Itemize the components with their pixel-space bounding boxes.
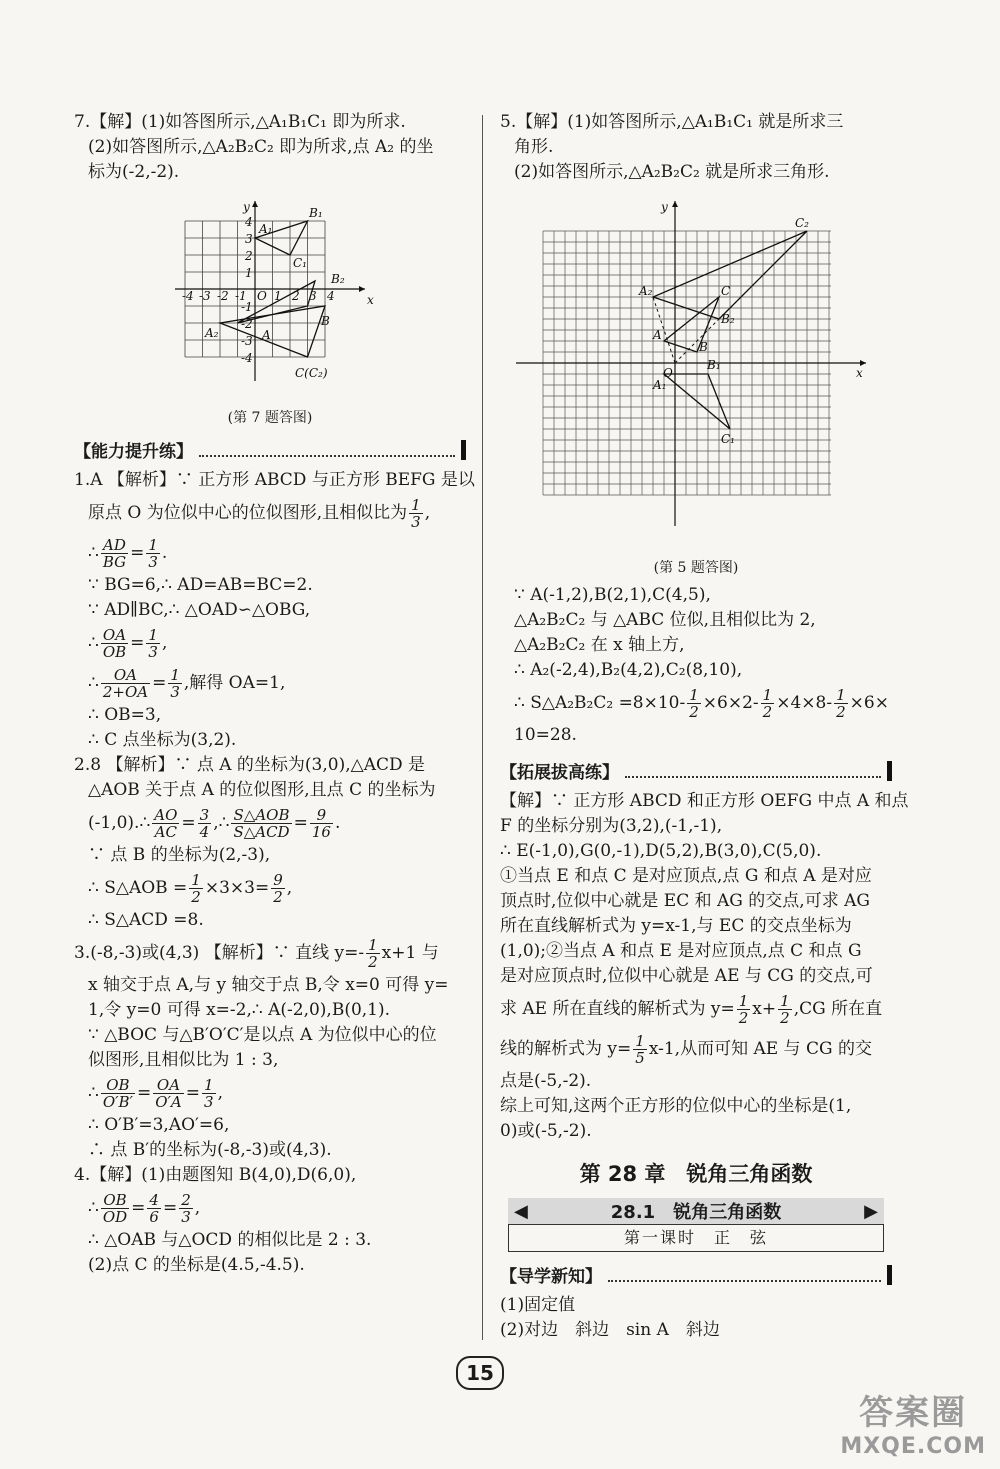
figure-5-label: B₂ bbox=[721, 312, 735, 326]
figure-5 bbox=[500, 191, 892, 551]
q4-line-3: ∴ △OAB 与△OCD 的相似比是 2 : 3. bbox=[88, 1230, 372, 1250]
q4-line-1: 4.【解】(1)由题图知 B(4,0),D(6,0), bbox=[74, 1165, 357, 1185]
q3-line-1: 3.(-8,-3)或(4,3) 【解析】∵ 直线 y=- $\frac{1}{2}$ x+1 与 bbox=[74, 936, 439, 971]
q7-line-2: (2)如答图所示,△A₂B₂C₂ 即为所求,点 A₂ 的坐 bbox=[88, 137, 434, 157]
figure-7-xtick: 3 bbox=[309, 289, 317, 303]
figure-5-x-label: x bbox=[856, 366, 863, 380]
watermark-logo: 答案圈 bbox=[859, 1393, 968, 1433]
figure-7-xtick: 2 bbox=[292, 289, 300, 303]
figure-5-graph bbox=[511, 191, 881, 546]
section-banner-title: 28.1 锐角三角函数 bbox=[610, 1202, 782, 1223]
q5-line-6: △A₂B₂C₂ 在 x 轴上方, bbox=[514, 635, 685, 655]
q5-line-8: ∴ S△A₂B₂C₂ =8×10- $\frac{1}{2}$ ×6×2- $\frac{1}{2}$ ×4×8- $\frac{1}{2}$ ×6× bbox=[514, 686, 889, 721]
figure-5-label: C₁ bbox=[721, 432, 735, 446]
figure-7-ytick: 3 bbox=[245, 232, 253, 246]
figure-5-label: C₂ bbox=[795, 216, 809, 230]
q3-line-3: 1,令 y=0 可得 x=-2,∴ A(-2,0),B(0,1). bbox=[88, 1000, 391, 1020]
q5-line-3: (2)如答图所示,△A₂B₂C₂ 就是所求三角形. bbox=[514, 162, 830, 182]
q5-line-4: ∵ A(-1,2),B(2,1),C(4,5), bbox=[514, 585, 711, 605]
figure-7-graph bbox=[155, 191, 385, 396]
section-banner bbox=[508, 1198, 884, 1224]
q7-line-1: 7.【解】(1)如答图所示,△A₁B₁C₁ 即为所求. bbox=[74, 112, 406, 132]
ext-line-12: 综上可知,这两个正方形的位似中心的坐标是(1, bbox=[500, 1096, 852, 1116]
ext-line-7: (1,0);②当点 A 和点 E 是对应顶点,点 C 和点 G bbox=[500, 941, 862, 961]
q5-line-1: 5.【解】(1)如答图所示,△A₁B₁C₁ 就是所求三 bbox=[500, 112, 844, 132]
figure-7-ytick: 2 bbox=[245, 249, 253, 263]
q3-line-6: ∴ $\frac{OB}{O'B'}$ = $\frac{OA}{O'A}$ = $\frac{1}{3}$ , bbox=[88, 1076, 223, 1111]
ext-line-11: 点是(-5,-2). bbox=[500, 1071, 592, 1091]
ext-line-8: 是对应顶点时,位似中心就是 AE 与 CG 的交点,可 bbox=[500, 966, 873, 986]
figure-7-label: A₂ bbox=[205, 326, 219, 340]
section-header-guide bbox=[500, 1262, 892, 1287]
q1-line-8: ∴ OB=3, bbox=[88, 705, 162, 725]
q3-line-8: ∴ 点 B′的坐标为(-8,-3)或(4,3). bbox=[88, 1140, 332, 1160]
q7-line-3: 标为(-2,-2). bbox=[88, 162, 180, 182]
q4-line-4: (2)点 C 的坐标是(4.5,-4.5). bbox=[88, 1255, 305, 1275]
q2-line-5: ∴ S△AOB = $\frac{1}{2}$ ×3×3= $\frac{9}{2}$ , bbox=[88, 871, 293, 906]
q1-line-4: ∵ BG=6,∴ AD=AB=BC=2. bbox=[88, 575, 313, 595]
figure-7-xtick: -3 bbox=[199, 289, 211, 303]
figure-7-ytick: -1 bbox=[241, 300, 253, 314]
q2-line-6: ∴ S△ACD =8. bbox=[88, 910, 204, 930]
left-column bbox=[74, 110, 475, 1278]
column-divider bbox=[482, 115, 483, 1340]
ext-line-6: 所在直线解析式为 y=x-1,与 EC 的交点坐标为 bbox=[500, 916, 852, 936]
figure-7-xtick: -1 bbox=[235, 289, 247, 303]
q5-line-9: 10=28. bbox=[514, 725, 577, 745]
figure-7-label: B bbox=[321, 314, 330, 328]
lesson-title: 第一课时 正 弦 bbox=[508, 1224, 884, 1252]
figure-7-caption: (第 7 题答图) bbox=[227, 410, 313, 426]
ext-line-9: 求 AE 所在直线的解析式为 y= $\frac{1}{2}$ x+ $\frac{1}{2}$ ,CG 所在直 bbox=[500, 992, 883, 1027]
figure-7-xtick: 4 bbox=[327, 289, 335, 303]
ext-line-13: 0)或(-5,-2). bbox=[500, 1121, 592, 1141]
section-header-ability bbox=[74, 437, 466, 462]
figure-5-label: A₁ bbox=[653, 378, 667, 392]
section-title: 【导学新知】 bbox=[500, 1267, 602, 1287]
figure-5-label: A bbox=[653, 328, 662, 342]
guide-line-1: (1)固定值 bbox=[500, 1295, 576, 1315]
figure-7-xtick: -4 bbox=[182, 289, 194, 303]
figure-5-label: B₁ bbox=[707, 358, 721, 372]
figure-7-ytick: -3 bbox=[241, 334, 253, 348]
watermark bbox=[840, 1385, 986, 1459]
figure-7-ytick: -2 bbox=[241, 317, 253, 331]
figure-7-label: C(C₂) bbox=[295, 366, 328, 380]
watermark-url: MXQE.COM bbox=[840, 1434, 986, 1459]
triangle-left-icon: ◀ bbox=[514, 1200, 528, 1222]
section-title: 【拓展拔高练】 bbox=[500, 763, 619, 783]
q3-line-7: ∴ O′B′=3,AO′=6, bbox=[88, 1115, 230, 1135]
q1-line-6: ∴ $\frac{OA}{OB}$ = $\frac{1}{3}$ , bbox=[88, 626, 168, 661]
figure-7-label: C₁ bbox=[293, 256, 307, 270]
q2-line-4: ∵ 点 B 的坐标为(2,-3), bbox=[88, 845, 271, 865]
figure-7-x-label: x bbox=[367, 293, 374, 307]
figure-5-axes bbox=[516, 201, 866, 526]
q1-line-9: ∴ C 点坐标为(3,2). bbox=[88, 730, 237, 750]
q5-line-7: ∴ A₂(-2,4),B₂(4,2),C₂(8,10), bbox=[514, 660, 743, 680]
q1-line-3: ∴ $\frac{AD}{BG}$ = $\frac{1}{3}$ . bbox=[88, 536, 168, 571]
q1-line-7: ∴ $\frac{OA}{2+OA}$ = $\frac{1}{3}$ ,解得 OA=1, bbox=[88, 666, 286, 701]
q3-line-2: x 轴交于点 A,与 y 轴交于点 B,令 x=0 可得 y= bbox=[88, 975, 449, 995]
q5-line-2: 角形. bbox=[514, 137, 554, 157]
q1-line-2: 原点 O 为位似中心的位似图形,且相似比为 $\frac{1}{3}$ , bbox=[88, 496, 431, 531]
triangle-right-icon: ▶ bbox=[864, 1200, 878, 1222]
ext-line-4: ①当点 E 和点 C 是对应顶点,点 G 和点 A 是对应 bbox=[500, 866, 872, 886]
ext-line-5: 顶点时,位似中心就是 EC 和 AG 的交点,可求 AG bbox=[500, 891, 870, 911]
figure-7-xtick: 1 bbox=[274, 289, 282, 303]
guide-line-2: (2)对边 斜边 sin A 斜边 bbox=[500, 1320, 720, 1340]
figure-5-label: A₂ bbox=[639, 284, 653, 298]
figure-7-ytick: 1 bbox=[245, 266, 253, 280]
figure-7-ytick: 4 bbox=[245, 215, 253, 229]
chapter-title: 第 28 章 锐角三角函数 bbox=[579, 1162, 813, 1186]
figure-7-xtick: O bbox=[257, 289, 267, 303]
section-title: 【能力提升练】 bbox=[74, 442, 193, 462]
figure-7-xtick: -2 bbox=[217, 289, 229, 303]
figure-5-label: C bbox=[721, 284, 731, 298]
ext-line-3: ∴ E(-1,0),G(0,-1),D(5,2),B(3,0),C(5,0). bbox=[500, 841, 822, 861]
section-header-extension bbox=[500, 758, 892, 783]
q3-line-4: ∵ △BOC 与△B′O′C′是以点 A 为位似中心的位 bbox=[88, 1025, 437, 1045]
ext-line-1: 【解】∵ 正方形 ABCD 和正方形 OEFG 中点 A 和点 bbox=[500, 791, 909, 811]
q2-line-1: 2.8 【解析】∵ 点 A 的坐标为(3,0),△ACD 是 bbox=[74, 755, 426, 775]
q1-line-1: 1.A 【解析】∵ 正方形 ABCD 与正方形 BEFG 是以 bbox=[74, 470, 475, 490]
right-column bbox=[500, 110, 909, 1343]
page-number: 15 bbox=[456, 1356, 504, 1390]
figure-5-caption: (第 5 题答图) bbox=[653, 560, 739, 576]
q2-line-3: (-1,0).∴ $\frac{AO}{AC}$ = $\frac{3}{4}$ ,∴ $\frac{\text{S△AOB}}{\text{S△ACD}}$ = $\frac{9}{16}$ . bbox=[88, 806, 341, 841]
q1-line-5: ∵ AD∥BC,∴ △OAD∽△OBG, bbox=[88, 600, 311, 620]
figure-7-y-label: y bbox=[243, 200, 250, 214]
figure-5-label: O bbox=[663, 366, 673, 380]
figure-7-label: B₁ bbox=[309, 206, 323, 220]
q3-line-5: 似图形,且相似比为 1 : 3, bbox=[88, 1050, 279, 1070]
figure-7-label: A₁ bbox=[259, 222, 273, 236]
q4-line-2: ∴ $\frac{OB}{OD}$ = $\frac{4}{6}$ = $\frac{2}{3}$ , bbox=[88, 1191, 201, 1226]
figure-7-label: B₂ bbox=[331, 272, 345, 286]
figure-5-y-label: y bbox=[661, 200, 668, 214]
q5-line-5: △A₂B₂C₂ 与 △ABC 位似,且相似比为 2, bbox=[514, 610, 816, 630]
figure-5-label: B bbox=[699, 340, 708, 354]
ext-line-2: F 的坐标分别为(3,2),(-1,-1), bbox=[500, 816, 723, 836]
q2-line-2: △AOB 关于点 A 的位似图形,且点 C 的坐标为 bbox=[88, 780, 436, 800]
figure-7 bbox=[74, 191, 466, 401]
ext-line-10: 线的解析式为 y= $\frac{1}{5}$ x-1,从而可知 AE 与 CG 的交 bbox=[500, 1032, 872, 1067]
figure-7-label: A bbox=[262, 328, 271, 342]
figure-7-ytick: -4 bbox=[241, 351, 253, 365]
